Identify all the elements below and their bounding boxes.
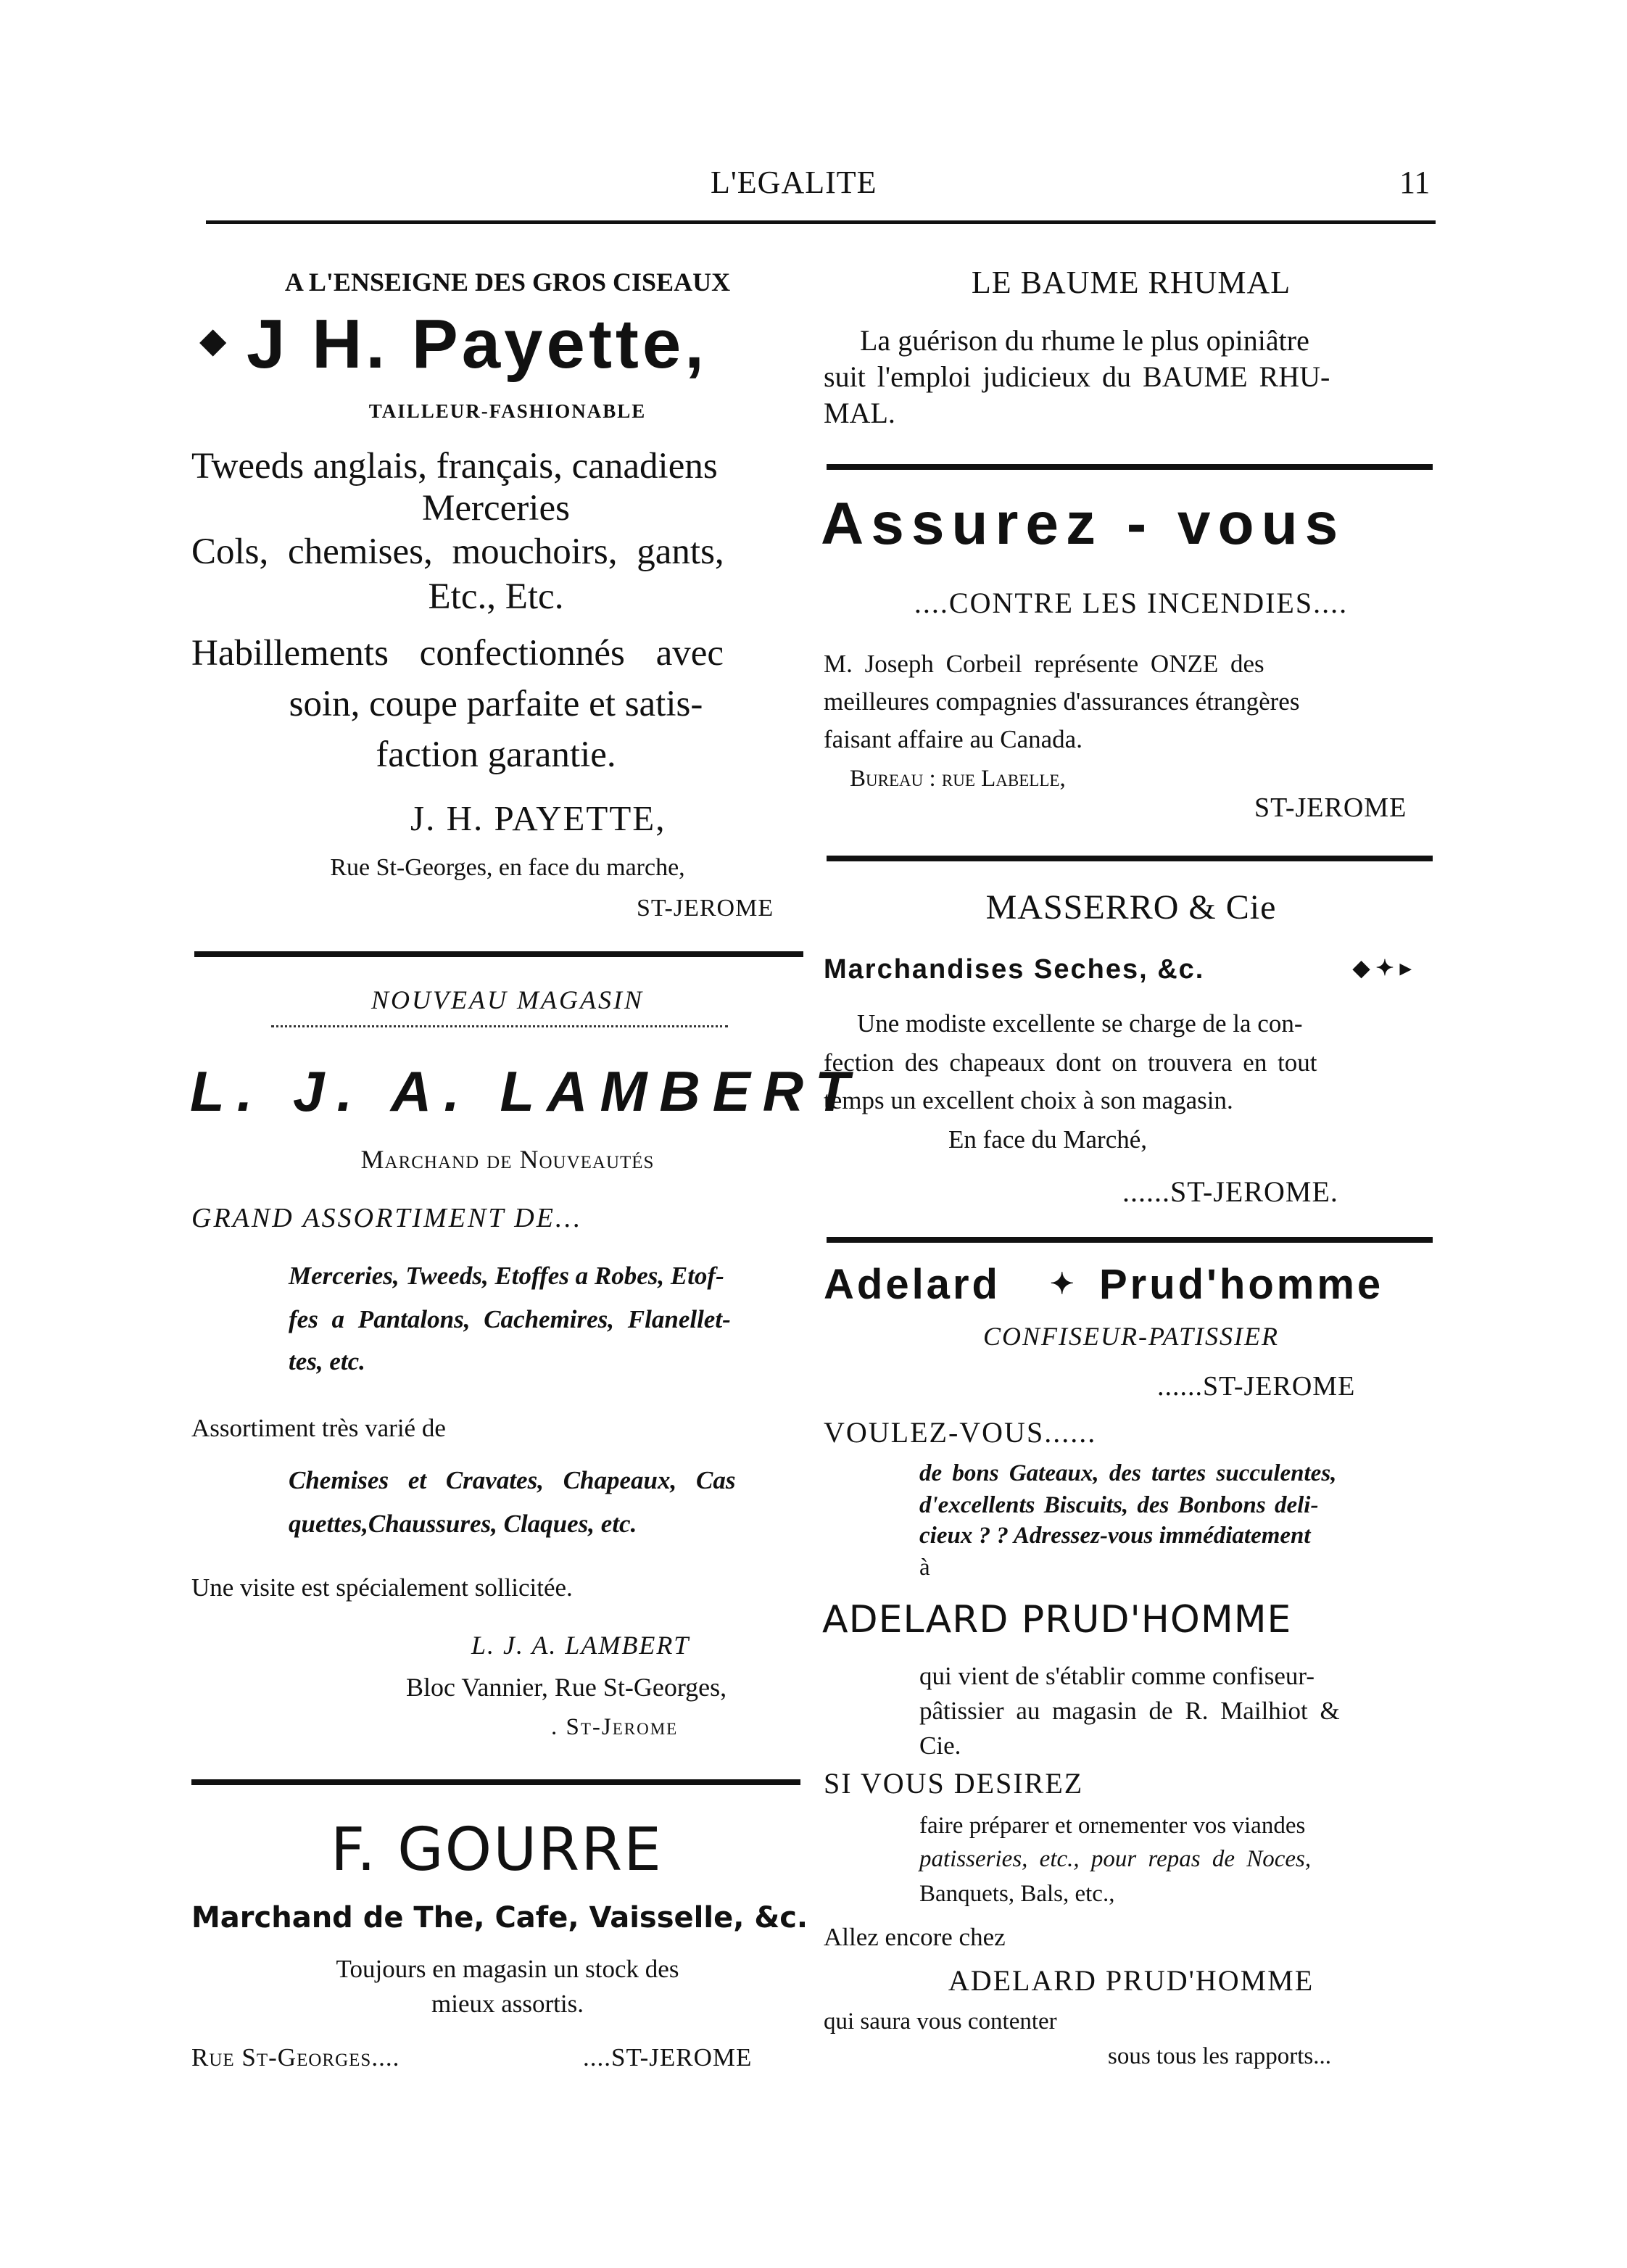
payette-line: Etc., Etc. [428, 576, 564, 617]
assurez-headline: Assurez - vous [821, 491, 1346, 557]
section-rule [827, 464, 1433, 470]
lambert-town: . St-Jerome [551, 1714, 679, 1740]
section-rule [827, 856, 1433, 861]
payette-line: Cols, chemises, mouchoirs, gants, [191, 531, 724, 572]
prudhomme-text: d'excellents Biscuits, des Bonbons deli- [919, 1492, 1319, 1518]
payette-line: Merceries [422, 488, 570, 529]
lambert-items: Merceries, Tweeds, Etoffes a Robes, Etof- [289, 1262, 724, 1290]
payette-line: Habillements confectionnés avec [191, 633, 724, 674]
prudhomme-text: Allez encore chez [824, 1923, 1006, 1951]
section-rule [191, 1779, 800, 1785]
prudhomme-name-first: Adelard [824, 1261, 1001, 1308]
baume-line: MAL. [824, 397, 895, 429]
assurez-office: Bureau : rue Labelle, [850, 766, 1066, 792]
prudhomme-text: de bons Gateaux, des tartes succulentes, [919, 1460, 1337, 1486]
gourre-line: Toujours en magasin un stock des [336, 1955, 679, 1983]
lambert-items: tes, etc. [289, 1347, 365, 1375]
prudhomme-text: qui saura vous contenter [824, 2008, 1057, 2035]
payette-line: faction garantie. [376, 734, 616, 775]
prudhomme-text: patisseries, etc., pour repas de Noces, [919, 1846, 1312, 1872]
prudhomme-question: SI VOUS DESIREZ [824, 1767, 1084, 1800]
payette-profession: TAILLEUR-FASHIONABLE [368, 400, 647, 422]
baume-line: La guérison du rhume le plus opiniâtre [860, 324, 1309, 357]
baume-title: LE BAUME RHUMAL [971, 265, 1291, 300]
payette-tagline: A L'ENSEIGNE DES GROS CISEAUX [284, 268, 731, 297]
lambert-kicker: NOUVEAU MAGASIN [371, 985, 644, 1014]
ornament-icon: ✦ [1050, 1268, 1075, 1300]
masserro-town: ......ST-JEROME. [1122, 1175, 1338, 1208]
prudhomme-name-again: ADELARD PRUD'HOMME [948, 1964, 1315, 1997]
gourre-line: mieux assortis. [431, 1990, 584, 2018]
masserro-line: temps un excellent choix à son magasin. [824, 1086, 1233, 1114]
assurez-subhead: ....CONTRE LES INCENDIES.... [914, 587, 1349, 619]
prudhomme-town: ......ST-JEROME [1157, 1371, 1356, 1402]
payette-address: Rue St-Georges, en face du marche, [330, 854, 685, 881]
prudhomme-text: à [919, 1555, 930, 1581]
gourre-town: ....ST-JEROME [583, 2043, 753, 2072]
lambert-visit: Une visite est spécialement sollicitée. [191, 1573, 573, 1602]
section-rule [194, 951, 803, 957]
prudhomme-name-caps: ADELARD PRUD'HOMME [822, 1598, 1292, 1642]
assurez-line: faisant affaire au Canada. [824, 725, 1082, 753]
prudhomme-text: pâtissier au magasin de R. Mailhiot & [919, 1697, 1340, 1725]
prudhomme-name-last: Prud'homme [1099, 1261, 1384, 1308]
running-title: L'EGALITE [711, 165, 877, 200]
lambert-name: L. J. A. LAMBERT [190, 1059, 862, 1123]
lambert-items: fes a Pantalons, Cachemires, Flanellet- [289, 1305, 731, 1333]
section-rule [827, 1237, 1433, 1243]
payette-name: J H. Payette, [247, 305, 708, 383]
masserro-line: Une modiste excellente se charge de la con- [857, 1009, 1303, 1038]
dotted-divider [271, 1025, 728, 1027]
prudhomme-text: Cie. [919, 1731, 961, 1760]
lambert-items: quettes,Chaussures, Claques, etc. [289, 1510, 637, 1538]
masserro-name: MASSERRO & Cie [985, 888, 1277, 927]
payette-town: ST-JEROME [637, 895, 774, 922]
payette-line: soin, coupe parfaite et satis- [289, 684, 703, 724]
payette-line: Tweeds anglais, français, canadiens [191, 446, 718, 487]
lambert-assortment2: Assortiment très varié de [191, 1414, 446, 1442]
ornament-icon: ◆ [200, 321, 226, 359]
baume-line: suit l'emploi judicieux du BAUME RHU- [824, 360, 1330, 393]
masserro-line: fection des chapeaux dont on trouvera en tout [824, 1048, 1317, 1077]
prudhomme-text: cieux ? ? Adressez-vous immédiatement [919, 1523, 1311, 1549]
header-rule [206, 220, 1436, 224]
assurez-line: M. Joseph Corbeil représente ONZE des [824, 650, 1264, 678]
masserro-line: En face du Marché, [948, 1125, 1148, 1154]
page-number: 11 [1399, 165, 1431, 200]
ornament-icon: ◆ ✦ ▸ [1353, 956, 1411, 980]
gourre-street: Rue St-Georges.... [191, 2043, 400, 2072]
gourre-trade: Marchand de The, Cafe, Vaisselle, &c. [191, 1901, 808, 1934]
prudhomme-question: VOULEZ-VOUS...... [824, 1416, 1097, 1449]
assurez-town: ST-JEROME [1254, 792, 1407, 823]
masserro-trade: Marchandises Seches, &c. [824, 954, 1205, 985]
lambert-address: Bloc Vannier, Rue St-Georges, [406, 1673, 727, 1702]
gourre-name: F. GOURRE [331, 1816, 663, 1884]
prudhomme-text: faire préparer et ornementer vos viandes [919, 1813, 1306, 1839]
prudhomme-trade: CONFISEUR-PATISSIER [983, 1322, 1279, 1351]
prudhomme-text: qui vient de s'établir comme confiseur- [919, 1662, 1315, 1690]
lambert-items: Chemises et Cravates, Chapeaux, Cas [289, 1466, 736, 1494]
lambert-signature: L. J. A. LAMBERT [471, 1631, 690, 1660]
prudhomme-text: sous tous les rapports... [1108, 2043, 1331, 2069]
assurez-line: meilleures compagnies d'assurances étrangères [824, 687, 1300, 716]
prudhomme-text: Banquets, Bals, etc., [919, 1881, 1115, 1907]
payette-signature: J. H. PAYETTE, [410, 798, 666, 838]
lambert-assortment-heading: GRAND ASSORTIMENT DE... [191, 1203, 583, 1233]
lambert-trade: Marchand de Nouveautés [360, 1145, 655, 1174]
